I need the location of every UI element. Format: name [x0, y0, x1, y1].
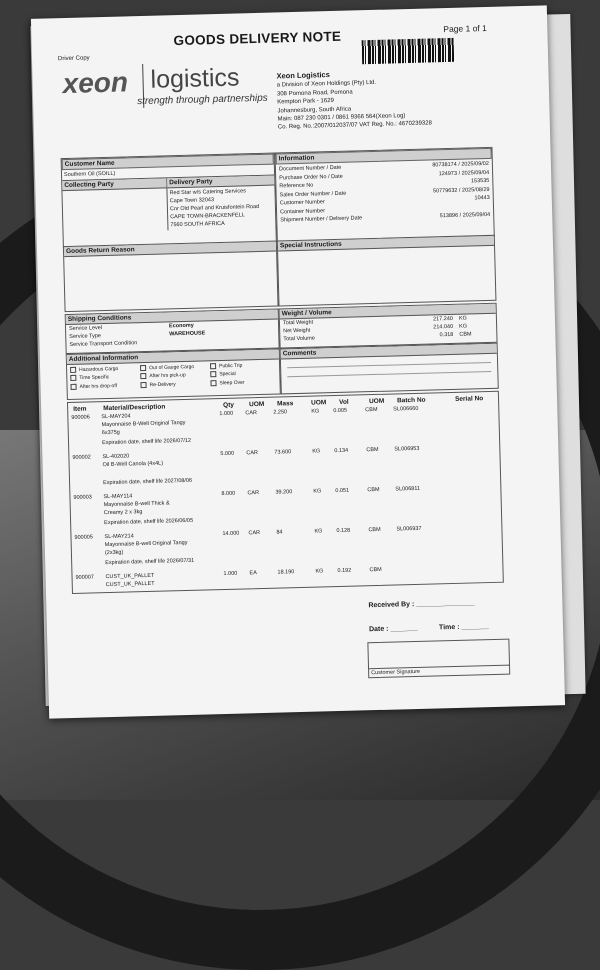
goods-return-block	[63, 241, 279, 313]
item-volume: 0.005	[333, 407, 348, 415]
item-volume: 0.192	[337, 567, 352, 575]
checkbox-icon[interactable]	[210, 363, 216, 369]
item-number: 900005	[74, 534, 93, 541]
shipping-row: Service Type WAREHOUSE	[69, 330, 206, 340]
item-code: SL-MAY214	[104, 533, 134, 541]
time-field[interactable]: Time : _______	[438, 623, 489, 632]
item-code: SL-MAY204	[101, 413, 131, 421]
company-line: 308 Pomona Road, Pomona	[276, 89, 353, 98]
item-uom: CAR	[247, 490, 260, 497]
comments-block	[280, 343, 499, 395]
checkbox-icon[interactable]	[70, 383, 76, 389]
item-mass: 39.200	[275, 489, 293, 496]
additional-info-header: Additional Information	[67, 350, 279, 366]
item-volume-uom: CBM	[365, 406, 378, 414]
checkbox-item[interactable]: Public Trip	[210, 362, 276, 370]
item-batch: SL006953	[394, 445, 420, 453]
delivery-line: Red Star w/s Catering Services	[169, 188, 247, 197]
item-volume: 0.128	[336, 527, 351, 535]
item-mass-uom: KG	[315, 568, 324, 575]
item-uom: CAR	[246, 450, 259, 457]
special-instructions-header: Special Instructions	[278, 236, 494, 252]
received-by[interactable]: Received By : _______________	[368, 599, 475, 610]
item-number: 900003	[73, 494, 92, 501]
logo-logistics: logistics	[150, 63, 240, 94]
col-uom-vol: UOM	[368, 397, 385, 406]
info-row: Container Number	[279, 207, 326, 215]
checkbox-item[interactable]: Out of Gauge Cargo	[140, 363, 206, 371]
item-batch: SL006660	[393, 405, 419, 413]
item-expiry: Expiration date, shelf life 2026/07/31	[105, 557, 195, 567]
item-code: SL-402020	[102, 453, 130, 461]
info-row: Reference No 153535	[279, 177, 490, 190]
item-uom: CAR	[248, 530, 261, 537]
customer-name: Southern Oil (SOILL)	[62, 165, 274, 182]
item-mass: 73.600	[274, 449, 292, 456]
item-qty: 14.000	[222, 530, 240, 538]
item-mass: 18.190	[277, 569, 295, 576]
item-qty: 8.000	[221, 490, 236, 498]
item-description: CUST_UK_PALLET	[105, 580, 155, 589]
company-line: a Division of Xeon Holdings (Pty) Ltd.	[276, 80, 377, 89]
item-code: SL-MAY114	[103, 493, 133, 501]
company-name: Xeon Logistics	[276, 70, 330, 81]
comment-line	[287, 371, 491, 377]
information-header: Information	[276, 148, 492, 165]
checkbox-item[interactable]: Special	[210, 370, 276, 378]
item-number: 900007	[75, 574, 95, 581]
customer-header: Customer Name	[62, 154, 274, 171]
delivery-line: CAPE TOWN-BRACKENFELL	[170, 212, 245, 221]
item-expiry: Expiration date, shelf life 2026/07/12	[101, 437, 192, 447]
page-number: Page 1 of 1	[443, 22, 487, 35]
customer-block	[61, 153, 277, 249]
col-item: Item	[73, 405, 87, 413]
item-expiry: Expiration date, shelf life 2026/06/05	[104, 517, 194, 527]
col-uom-mass: UOM	[310, 399, 327, 407]
special-instructions-block	[277, 235, 497, 307]
delivery-address	[167, 186, 275, 231]
item-number: 900006	[71, 414, 90, 421]
information-block	[275, 147, 495, 243]
comment-line	[287, 362, 491, 368]
item-volume: 0.134	[334, 447, 349, 455]
item-volume-uom: CBM	[366, 446, 379, 454]
collecting-party-header: Collecting Party	[62, 178, 166, 191]
col-serial: Serial No	[454, 395, 484, 403]
checkbox-icon[interactable]	[70, 375, 76, 381]
shipping-block	[65, 308, 280, 354]
item-mass-uom: KG	[312, 448, 321, 455]
goods-return-header: Goods Return Reason	[64, 242, 276, 258]
delivery-line: 7560 SOUTH AFRICA	[170, 220, 225, 229]
item-description: (2x3kg)	[104, 549, 124, 557]
col-qty: Qty	[223, 401, 235, 409]
item-batch: SL006811	[395, 485, 421, 493]
col-uom: UOM	[249, 400, 265, 409]
item-description: Mayonnaise B-well Original Tangy	[104, 539, 188, 549]
item-expiry: Expiration date, shelf life 2027/08/06	[103, 477, 193, 487]
item-batch: SL006937	[396, 525, 422, 533]
weight-header: Weight / Volume	[280, 304, 496, 320]
item-description: Oil B-Well Canola (4x4L)	[102, 460, 164, 469]
checkbox-item[interactable]: Re-Delivery	[140, 380, 206, 388]
delivery-line: Cape Town 32043	[169, 197, 215, 205]
shipping-rows	[66, 320, 279, 350]
shipping-header: Shipping Conditions	[66, 310, 278, 326]
item-mass-uom: KG	[311, 408, 320, 415]
signature-box[interactable]	[367, 639, 510, 679]
item-volume-uom: CBM	[367, 486, 380, 494]
document-title: GOODS DELIVERY NOTE	[173, 28, 342, 49]
item-description: Mayonnaise B-Well Original Tangy	[101, 419, 186, 429]
item-qty: 1.000	[219, 410, 234, 418]
item-mass-uom: KG	[314, 528, 323, 535]
item-code: CUST_UK_PALLET	[105, 572, 155, 581]
col-vol: Vol	[338, 398, 349, 406]
checkbox-item[interactable]: After hrs drop-off	[70, 382, 136, 390]
checkbox-icon[interactable]	[210, 371, 216, 377]
shipping-row: Service Transport Condition	[69, 340, 138, 348]
checkbox-icon[interactable]	[140, 382, 146, 388]
info-row: Document Number / Date 80738174 / 2025/09/02	[278, 160, 489, 173]
weight-row: Net Weight 214.040 KG	[283, 323, 468, 335]
item-volume-uom: CBM	[368, 526, 381, 534]
info-row: Purchase Order No / Date 124973 / 2025/09/04	[279, 169, 490, 181]
copy-type: Driver Copy	[57, 55, 90, 63]
checkbox-item[interactable]: Hazardous Cargo	[70, 365, 136, 373]
shipping-row: Service Level Economy	[68, 322, 194, 332]
comments-header: Comments	[281, 344, 497, 360]
additional-info-block	[66, 348, 281, 400]
checkbox-icon[interactable]	[140, 365, 146, 371]
weight-block	[279, 303, 498, 349]
item-description: Mayonnaise B-well Thick &	[103, 500, 170, 509]
col-material: Material/Description	[103, 403, 166, 413]
delivery-party-header: Delivery Party	[167, 176, 274, 189]
item-description: 6x375g	[101, 429, 120, 437]
item-volume: 0.051	[335, 487, 350, 495]
company-line: Johannesburg, South Africa	[277, 106, 352, 115]
additional-checks	[67, 359, 280, 392]
item-qty: 5.000	[220, 450, 235, 458]
logo-tagline: strength through partnerships	[136, 92, 268, 108]
signature-label: Customer Signature	[369, 665, 509, 678]
company-line: Main: 087 230 0301 / 0861 9366 564(Xeon Log)	[277, 113, 406, 123]
info-row: Shipment Number / Delivery Date 513896 / 2025/09/04	[280, 211, 491, 224]
company-line: Kempton Park - 1629	[277, 98, 334, 106]
item-mass: 2.250	[273, 409, 288, 416]
checkbox-item[interactable]: Sleep Over	[210, 378, 276, 386]
checkbox-icon[interactable]	[210, 380, 216, 386]
item-volume-uom: CBM	[369, 566, 382, 574]
item-number: 900002	[72, 454, 91, 461]
weight-row: Total Weight 217.240 KG	[282, 315, 467, 327]
checkbox-icon[interactable]	[140, 373, 146, 379]
item-qty: 1.000	[223, 570, 238, 578]
item-uom: CAR	[245, 410, 258, 417]
item-uom: EA	[249, 570, 257, 577]
company-line: Co. Reg. No.:2007/012037/07 VAT Reg. No.: 4670239328	[277, 120, 433, 131]
info-row: Customer Number 10443	[279, 194, 490, 207]
item-mass-uom: KG	[313, 488, 322, 495]
company-address	[276, 67, 477, 132]
checkbox-item[interactable]: Time Specific	[70, 374, 136, 382]
col-batch: Batch No	[396, 396, 426, 405]
delivery-line: Cnr Old Pearl and Kruisfontein Road	[169, 203, 260, 213]
info-row: Sales Order Number / Date 50779632 / 2025/08/29	[279, 186, 490, 198]
logo-xeon: xeon	[62, 66, 129, 100]
weight-row: Total Volume 0.318 CBM	[283, 331, 472, 343]
weight-rows	[280, 314, 497, 344]
checkbox-item[interactable]: After hrs pick-up	[140, 372, 206, 380]
item-description: Creamy 2 x 3kg	[103, 509, 143, 517]
barcode	[362, 38, 455, 64]
date-field[interactable]: Date : _______	[368, 624, 418, 634]
col-mass: Mass	[277, 400, 294, 408]
item-mass: 84	[276, 529, 283, 536]
checkbox-icon[interactable]	[70, 367, 76, 373]
delivery-note-sheet	[31, 5, 565, 718]
